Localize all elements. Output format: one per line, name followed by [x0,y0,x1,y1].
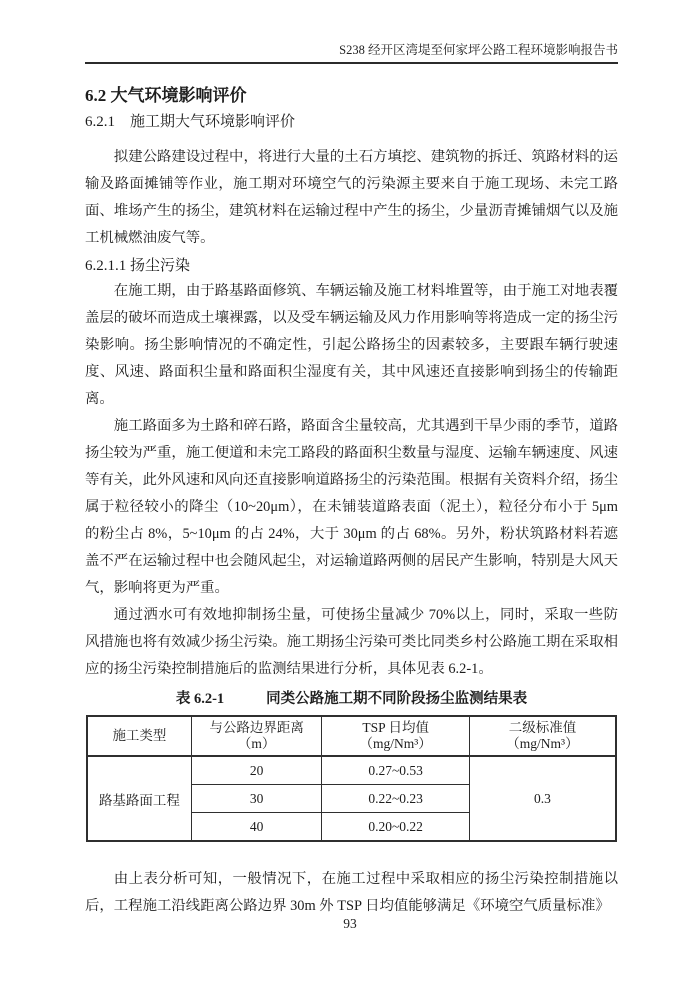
subsubsection-heading-6-2-1-1: 6.2.1.1 扬尘污染 [85,258,191,274]
header-standard-line2: （mg/Nm³） [506,736,579,751]
table-caption-title: 同类公路施工期不同阶段扬尘监测结果表 [266,691,528,707]
header-distance-line1: 与公路边界距离 [209,720,304,735]
spacer [85,842,618,866]
cell-tsp-20: 0.27~0.53 [322,756,470,785]
paragraph-construction-sources: 拟建公路建设过程中，将进行大量的土石方填挖、建筑物的拆迁、筑路材料的运输及路面摊铺等作业，施工期对环境空气的污染源主要来自于施工现场、未完工路面、堆场产生的扬尘，建筑材料在运输过程中产生的扬尘，少量沥青摊铺烟气以及施工机械燃油废气等。 [85,149,618,246]
header-cell-distance [191,716,321,756]
cell-standard-value: 0.3 [469,756,616,841]
header-rule [85,62,618,64]
paragraph-water-spraying: 通过洒水可有效地抑制扬尘量，可使扬尘量减少 70%以上，同时，采取一些防风措施也将有效减少扬尘污染。施工期扬尘污染可类比同类乡村公路施工期在采取相应的扬尘污染控制措施后的监测结果进行分析，具体见表 6.2-1。 [85,607,618,677]
header-cell-standard [469,716,616,756]
running-header-title: S238 经开区湾堤至何家坪公路工程环境影响报告书 [339,43,618,57]
paragraph-conclusion: 由上表分析可知，一般情况下，在施工过程中采取相应的扬尘污染控制措施以后，工程施工沿线距离公路边界 30m 外 TSP 日均值能够满足《环境空气质量标准》 [85,871,618,914]
cell-tsp-40: 0.20~0.22 [322,813,470,842]
header-standard-line1: 二级标准值 [508,720,577,735]
page-content [85,86,618,920]
table-caption-label: 表 6.2-1 [175,691,225,707]
header-cell-tsp [322,716,470,756]
table-caption [85,689,618,709]
table-row [87,756,616,785]
dust-monitoring-table [86,715,617,842]
paragraph-dust-causes: 在施工期，由于路基路面修筑、车辆运输及施工材料堆置等，由于施工对地表覆盖层的破坏而造成土壤裸露，以及受车辆运输及风力作用影响等将造成一定的扬尘污染影响。扬尘影响情况的不确定性，引起公路扬尘的因素较多，主要跟车辆行驶速度、风速、路面积尘量和路面积尘湿度有关，其中风速还直接影响到扬尘的传输距离。 [85,283,618,407]
page-number: 93 [343,916,357,931]
header-tsp-line2: （mg/Nm³） [359,736,432,751]
subsection-heading-6-2-1: 6.2.1 施工期大气环境影响评价 [85,114,296,130]
header-distance-line2: （m） [237,736,276,751]
cell-tsp-30: 0.22~0.23 [322,785,470,813]
cell-distance-30: 30 [191,785,321,813]
header-tsp-line1: TSP 日均值 [362,720,429,735]
table-header-row [87,716,616,756]
header-cell-construction-type: 施工类型 [87,716,191,756]
cell-row-group-label: 路基路面工程 [87,756,191,841]
running-header [85,43,618,58]
section-heading-6-2: 6.2 大气环境影响评价 [85,86,247,105]
paragraph-dust-particle-sizes: 施工路面多为土路和碎石路，路面含尘量较高，尤其遇到干旱少雨的季节，道路扬尘较为严重，施工便道和未完工路段的路面积尘数量与湿度、运输车辆速度、风速等有关，此外风速和风向还直接影响道路扬尘的污染范围。根据有关资料介绍，扬尘属于粒径较小的降尘（10~20μm），在未铺装道路表面（泥土），粒径分布小于 5μm 的粉尘占 8%，5~10μm 的占 24%，大于 30μm 的占 68%。另外，粉状筑路材料若遮盖不严在运输过程中也会随风起尘，对运输道路两侧的居民产生影响，特别是大风天气，影响将更为严重。 [85,418,618,596]
cell-distance-40: 40 [191,813,321,842]
cell-distance-20: 20 [191,756,321,785]
